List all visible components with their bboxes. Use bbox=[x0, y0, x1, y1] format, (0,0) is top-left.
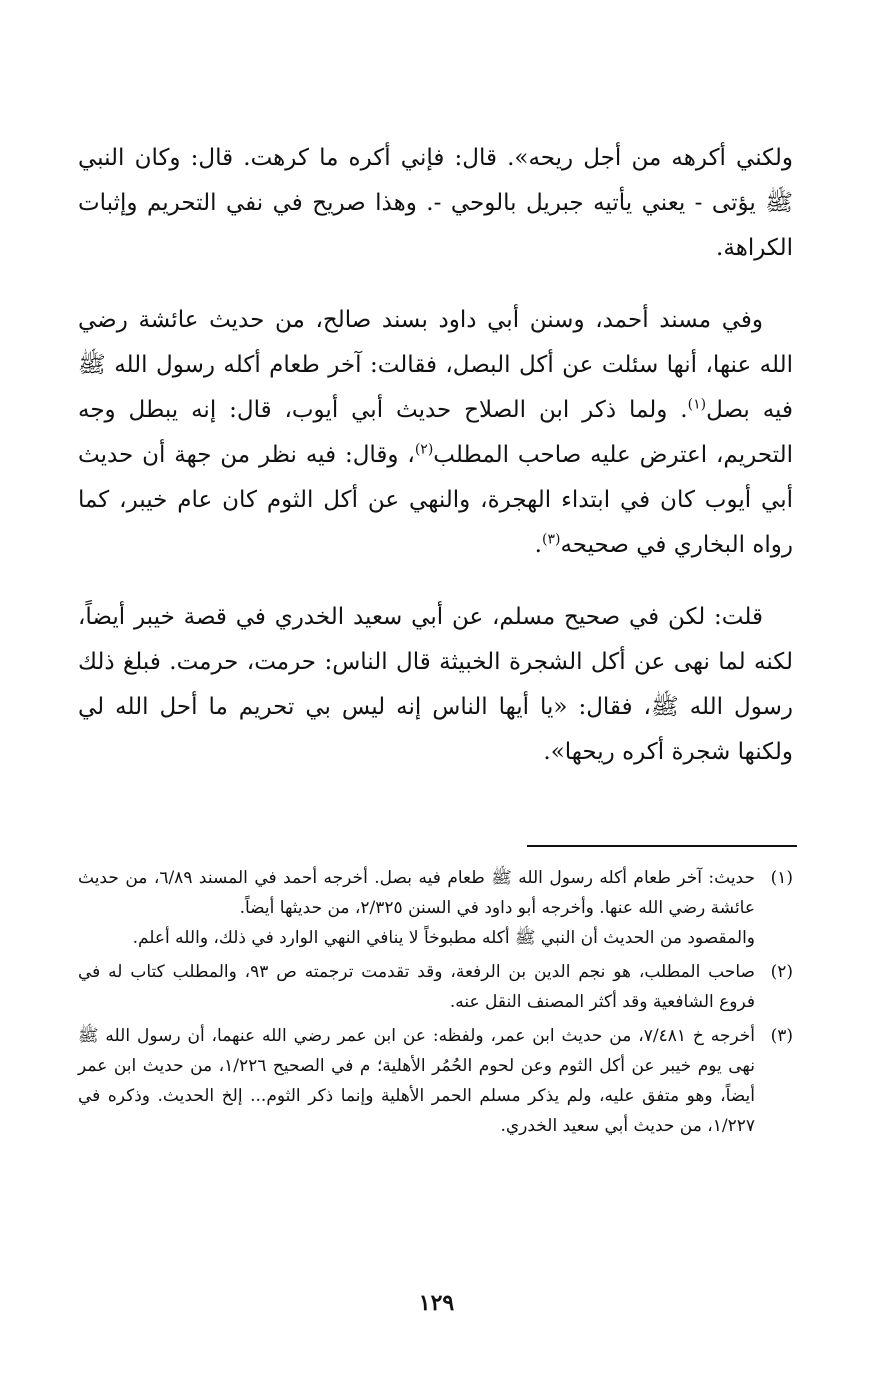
paragraph-text: قلت: لكن في صحيح مسلم، عن أبي سعيد الخدري في قصة خيبر أيضاً، لكنه لما نهى عن أكل الشجرة الخبيثة قال الناس: حرمت، حرمت. فبلغ ذلك رسول الله ﷺ، فقال: «يا أيها الناس إنه ليس بي تحريم ما أحل الله لي ولكنها شجرة أكره ريحها». bbox=[78, 604, 794, 765]
footnote-body bbox=[78, 957, 755, 1017]
footnote-ref-2: (٢) bbox=[414, 441, 434, 458]
paragraph-text: . bbox=[534, 532, 542, 558]
page-number: ١٢٩ bbox=[418, 1290, 455, 1316]
footnote-text: حديث: آخر طعام أكله رسول الله ﷺ طعام فيه بصل. أخرجه أحمد في المسند ٦/٨٩، من حديث عائشة رضي الله عنها. وأخرجه أبو داود في السنن ٢/٣٢٥، من حديثها أيضاً. bbox=[78, 868, 755, 918]
paragraph-text: وفي مسند أحمد، وسنن أبي داود بسند صالح، من حديث عائشة رضي الله عنها، أنها سئلت عن أكل البصل، فقالت: آخر طعام أكله رسول الله ﷺ فيه بصل bbox=[78, 307, 793, 423]
footnote-text: صاحب المطلب، هو نجم الدين بن الرفعة، وقد تقدمت ترجمته ص ٩٣، والمطلب كتاب له في فروع الشافعية وقد أكثر المصنف النقل عنه. bbox=[78, 962, 755, 1012]
footnote-text: أخرجه خ ٧/٤٨١، من حديث ابن عمر، ولفظه: عن ابن عمر رضي الله عنهما، أن رسول الله ﷺ نهى يوم خيبر عن أكل الثوم وعن لحوم الحُمُر الأهلية؛ م في الصحيح ١/٢٢٦، من حديث ابن عمر أيضاً، وهو متفق عليه، ولم يذكر مسلم الحمر الأهلية وإنما ذكر الثوم... إلخ الحديث. وذكره في ١/٢٢٧، من حديث أبي سعيد الخدري. bbox=[78, 1026, 755, 1136]
footnote-1 bbox=[78, 863, 793, 953]
footnote-text: والمقصود من الحديث أن النبي ﷺ أكله مطبوخاً لا ينافي النهي الوارد في ذلك، والله أعلم. bbox=[132, 928, 755, 948]
footnote-body bbox=[78, 863, 755, 953]
footnote-3 bbox=[78, 1021, 793, 1141]
paragraph-text: ، وقال: فيه نظر من جهة أن حديث أبي أيوب كان في ابتداء الهجرة، والنهي عن أكل الثوم كان عام خيبر، كما رواه البخاري في صحيحه bbox=[78, 442, 793, 558]
footnote-ref-1: (١) bbox=[687, 396, 707, 413]
paragraph-text: . ولما ذكر ابن الصلاح حديث أبي أيوب، قال: إنه يبطل وجه التحريم، اعترض عليه صاحب المطلب bbox=[78, 397, 794, 468]
footnote-number: (٢) bbox=[770, 962, 793, 982]
footnote-body bbox=[78, 1021, 755, 1141]
main-text bbox=[78, 136, 793, 775]
footnote-separator bbox=[527, 845, 797, 847]
footnote-number: (٣) bbox=[770, 1026, 793, 1046]
footnote-2 bbox=[78, 957, 793, 1017]
footnotes bbox=[78, 863, 793, 1145]
footnote-ref-3: (٣) bbox=[541, 531, 561, 548]
paragraph-1 bbox=[78, 136, 793, 271]
footnote-number: (١) bbox=[770, 868, 793, 888]
paragraph-2 bbox=[78, 298, 793, 568]
paragraph-3 bbox=[78, 595, 793, 775]
paragraph-text: ولكني أكرهه من أجل ريحه». قال: فإني أكره ما كرهت. قال: وكان النبي ﷺ يؤتى - يعني يأتيه جبريل بالوحي -. وهذا صريح في نفي التحريم وإثبات الكراهة. bbox=[78, 145, 793, 261]
